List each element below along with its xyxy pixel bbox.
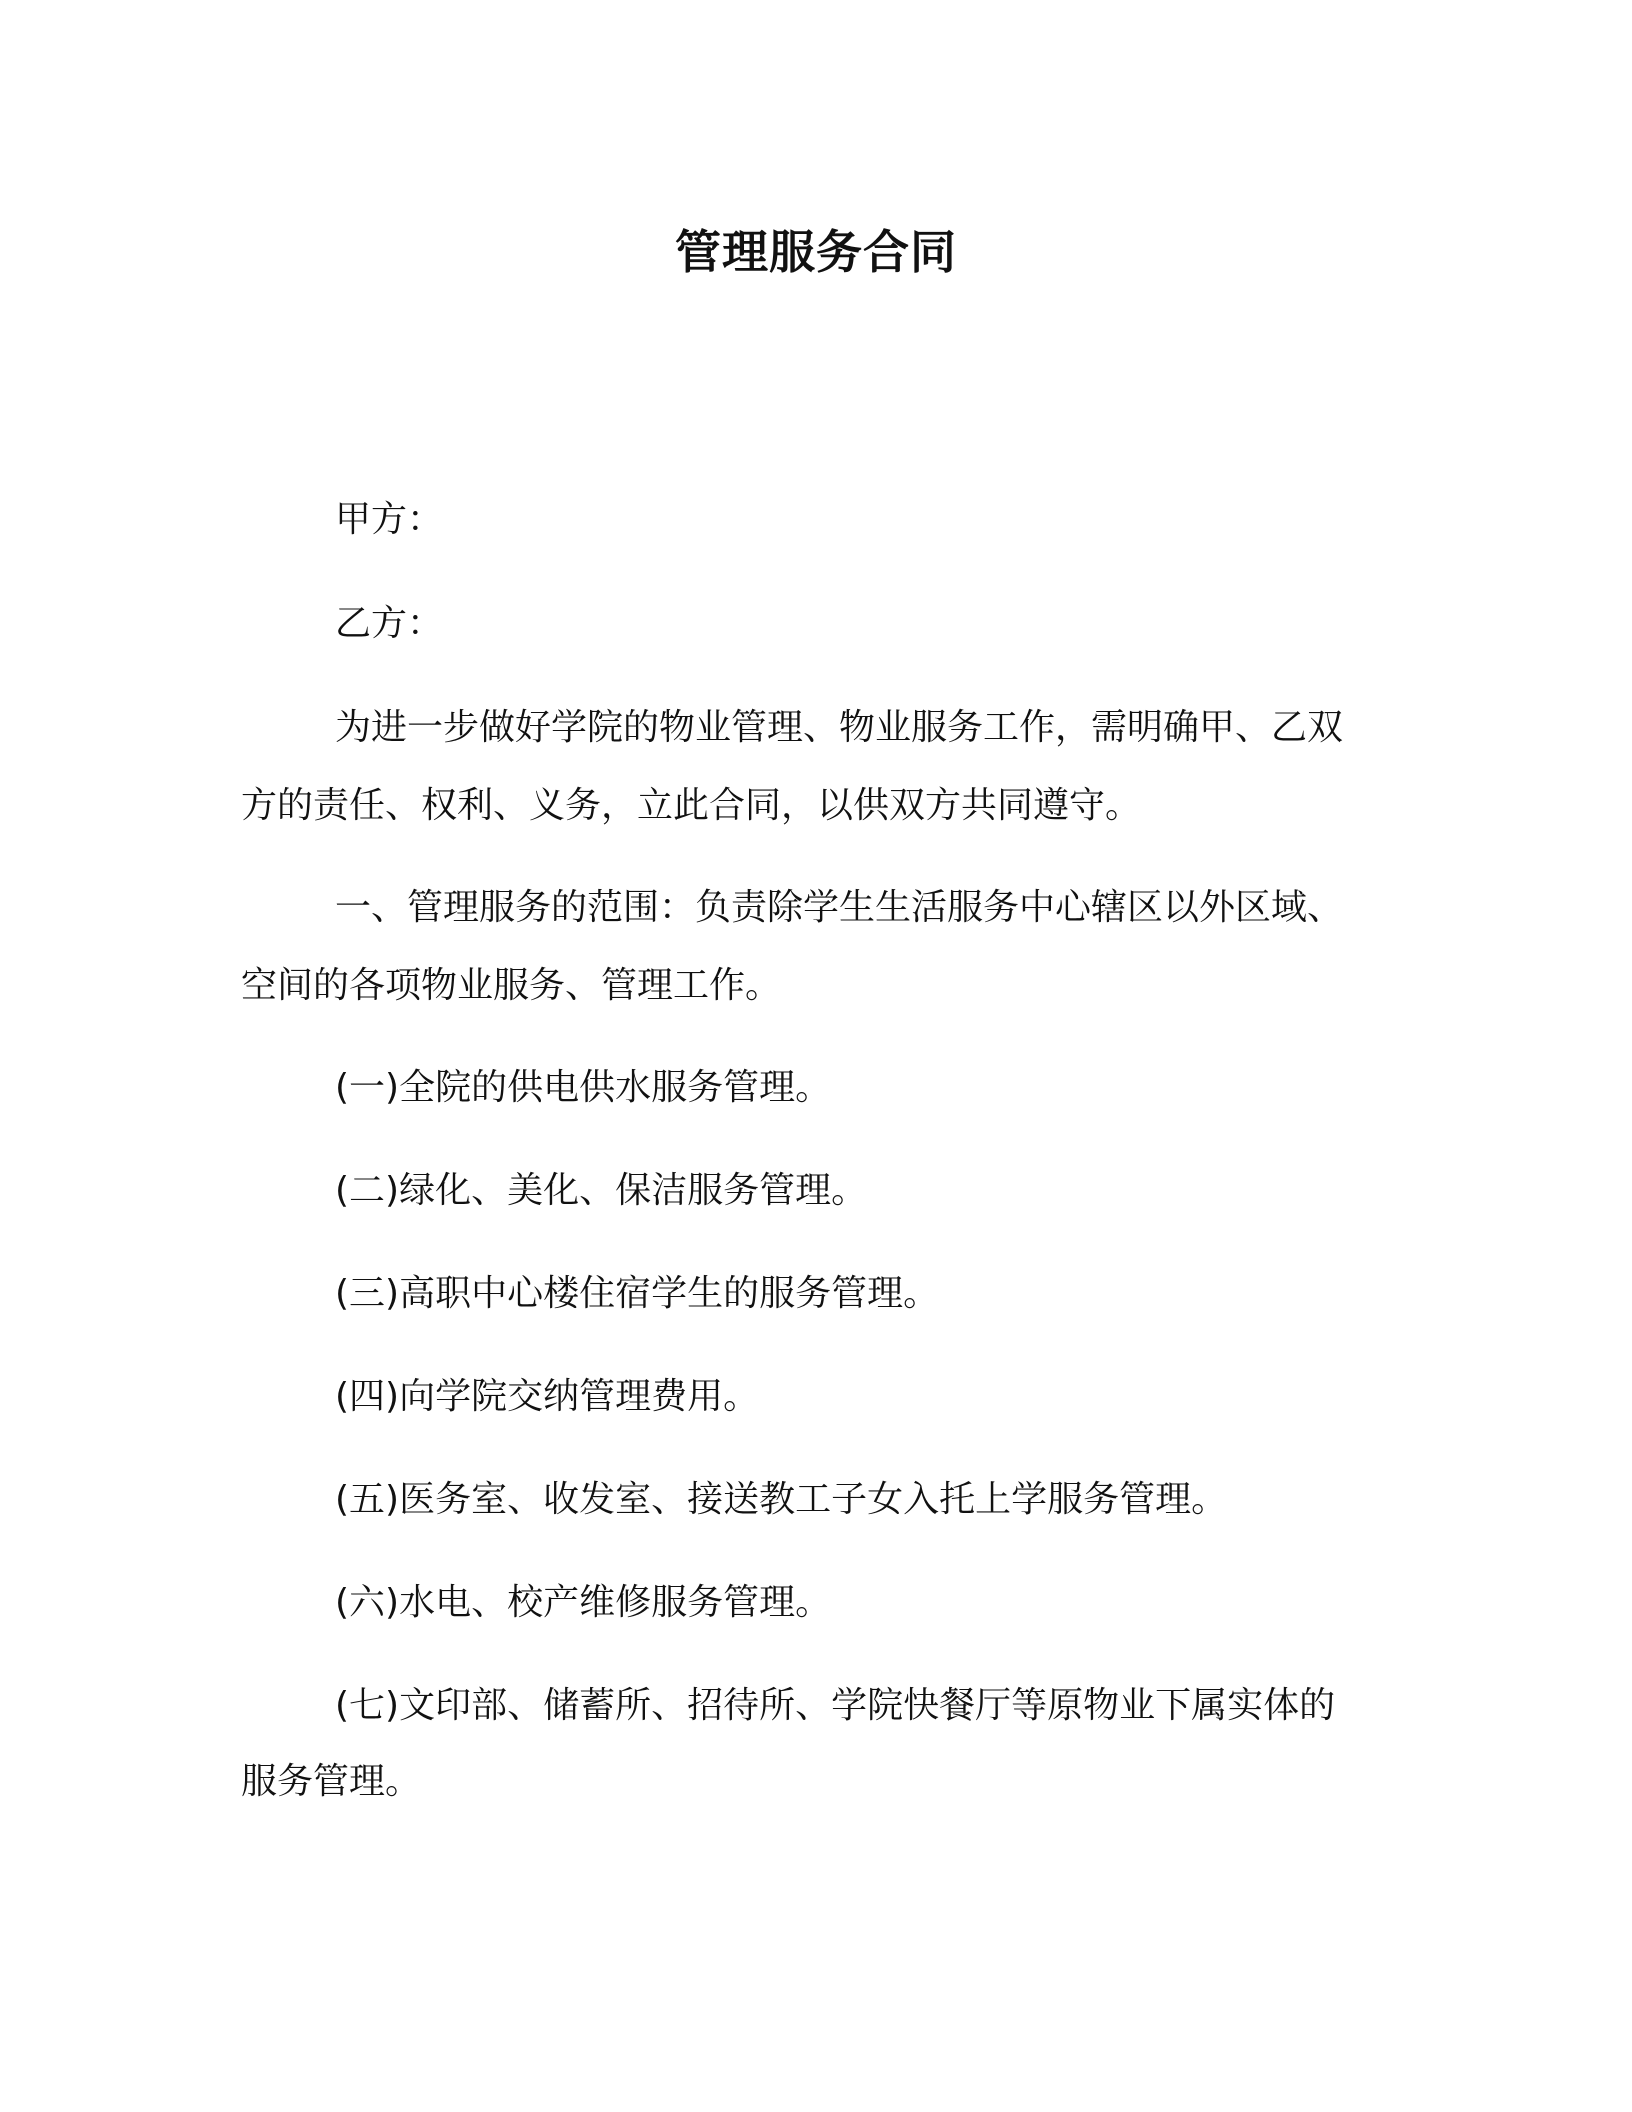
party-a-label: 甲方： (335, 499, 444, 540)
item-7-line-1: (七)文印部、储蓄所、招待所、学院快餐厅等原物业下属实体的 (335, 1685, 1336, 1726)
document-title: 管理服务合同 (675, 225, 957, 279)
section-1-line-1: 一、管理服务的范围：负责除学生生活服务中心辖区以外区域、 (335, 887, 1344, 928)
list-item: (六)水电、校产维修服务管理。 (335, 1582, 832, 1623)
section-1-line-2: 空间的各项物业服务、管理工作。 (241, 965, 782, 1006)
list-item: (二)绿化、美化、保洁服务管理。 (335, 1170, 868, 1211)
intro-line-1: 为进一步做好学院的物业管理、物业服务工作，需明确甲、乙双 (335, 707, 1344, 748)
list-item: (三)高职中心楼住宿学生的服务管理。 (335, 1273, 940, 1314)
list-item: (一)全院的供电供水服务管理。 (335, 1067, 832, 1108)
list-item: (五)医务室、收发室、接送教工子女入托上学服务管理。 (335, 1479, 1228, 1520)
party-b-label: 乙方： (335, 603, 444, 644)
list-item: (四)向学院交纳管理费用。 (335, 1376, 760, 1417)
intro-line-2: 方的责任、权利、义务，立此合同，以供双方共同遵守。 (241, 785, 1142, 826)
item-7-line-2: 服务管理。 (241, 1761, 422, 1802)
